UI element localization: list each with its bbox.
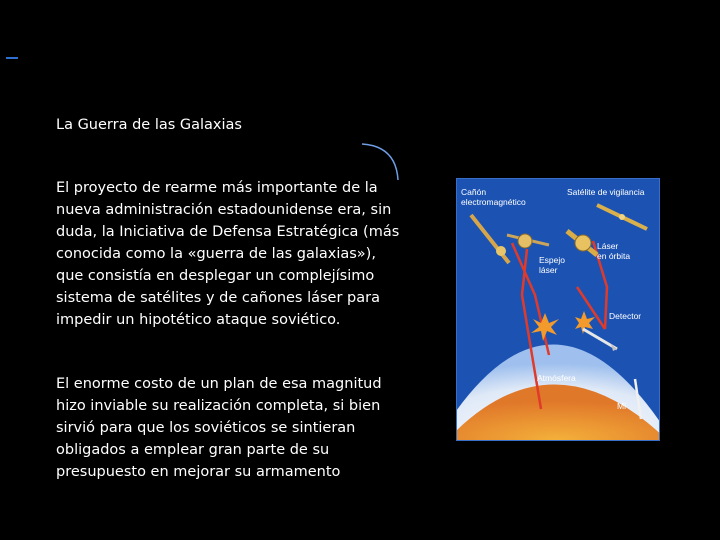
- label-satelite: Satélite de vigilancia: [567, 187, 645, 197]
- slide-accent-dash: [6, 57, 18, 59]
- paragraph-1: El proyecto de rearme más importante de la nueva administración estadounidense era, sin duda, la Iniciativa de Defensa Estratégica (más conocida como la «guerra de las galaxias»), que consistía en desplegar un complejísimo sistema de satélites y de cañones láser para impedir un hipotético ataque soviético.: [56, 180, 400, 328]
- slide-title: La Guerra de las Galaxias: [56, 117, 242, 133]
- sdi-illustration: [456, 178, 660, 441]
- detector-missile-icon: [583, 329, 617, 351]
- label-atmosfera: Atmósfera: [537, 373, 576, 383]
- label-laser-orbita: Láser en órbita: [597, 241, 631, 261]
- label-detector: Detector: [609, 311, 642, 321]
- label-canon: Cañón electromagnético: [461, 187, 526, 207]
- label-misil: Mi: [617, 401, 626, 411]
- paragraph-2: El enorme costo de un plan de esa magnitud hizo inviable su realización completa, si bien sirvió para que los soviéticos se sintieran obligados a emplear gran parte de su presupuesto en mejorar su armamento: [56, 376, 382, 480]
- cannon-icon: [471, 215, 509, 263]
- sdi-illustration-graphic: [457, 179, 659, 440]
- label-espejo: Espejo láser: [539, 255, 565, 275]
- surveillance-satellite-icon: [597, 205, 647, 229]
